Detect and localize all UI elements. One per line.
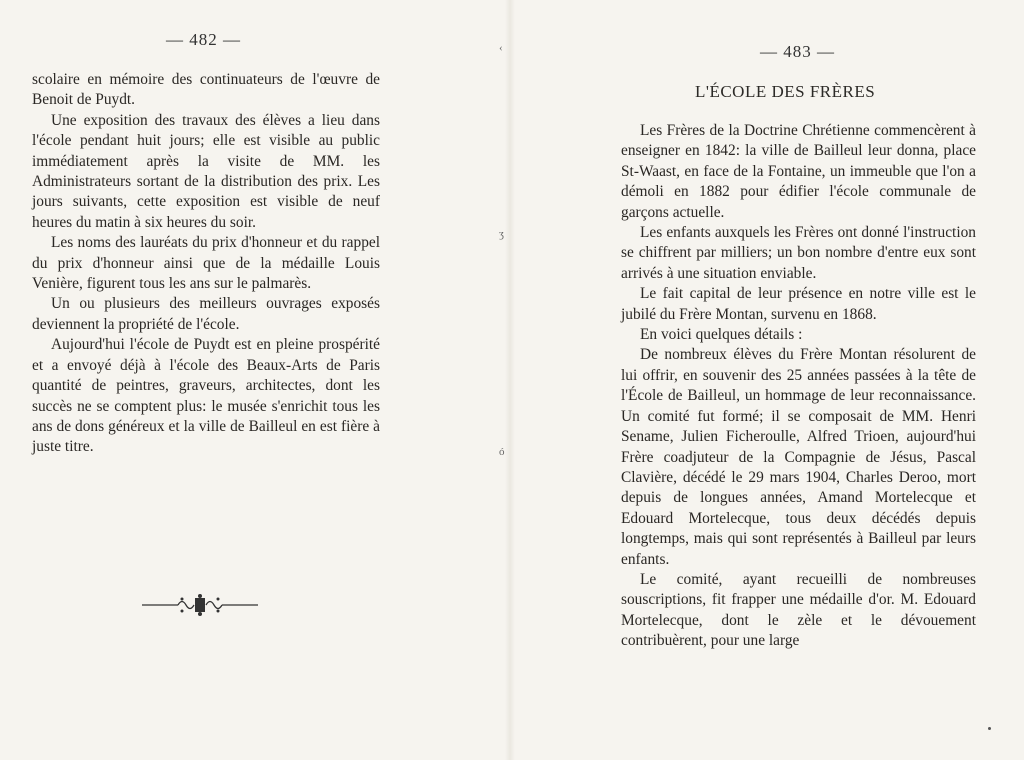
- gutter-mark: ‹: [499, 42, 503, 54]
- paragraph: Les Frères de la Doctrine Chrétienne commencèrent à enseigner en 1842: la ville de Bailleul leur donna, place St-Waast, en face de la Fontaine, un immeuble que l'on a démoli en 1882 pour édifier l'école communale de garçons actuelle.: [621, 122, 976, 221]
- right-page: [515, 0, 1024, 760]
- paragraph: Les noms des lauréats du prix d'honneur et du rappel du prix d'honneur ainsi que de la médaille Louis Venière, figurent tous les ans sur le palmarès.: [32, 234, 380, 293]
- paragraph: De nombreux élèves du Frère Montan résolurent de lui offrir, en souvenir des 25 années passées à la tête de l'École de Bailleul, un hommage de leur reconnaissance. Un comité fut formé; il se composait de MM. Henri Sename, Julien Ficheroulle, Alfred Trioen, aujourd'hui Frère coadjuteur de la Compagnie de Jésus, Pascal Clavière, décédé le 29 mars 1904, Charles Deroo, mort depuis de longues années, Amand Mortelecque et Edouard Mortelecque, tous deux décédés depuis longtemps, mais qui sont représentés à Bailleul par leurs enfants.: [621, 346, 976, 568]
- paragraph: Une exposition des travaux des élèves a lieu dans l'école pendant huit jours; elle est visible au public immédiatement après la visite de MM. les Administrateurs sortant de la distribution des prix. Les jours suivants, cette exposition est visible de neuf heures du matin à six heures du soir.: [32, 111, 380, 231]
- left-page-text: [32, 70, 380, 458]
- paragraph: Les enfants auxquels les Frères ont donné l'instruction se chiffrent par milliers; un bon nombre d'entre eux sont arrivés à une situation enviable.: [621, 224, 976, 282]
- left-page-number: — 482 —: [166, 30, 241, 49]
- chapter-heading: L'ÉCOLE DES FRÈRES: [695, 82, 876, 101]
- left-page: [0, 0, 505, 760]
- paragraph: En voici quelques détails :: [640, 326, 803, 344]
- paragraph: Un ou plusieurs des meilleurs ouvrages exposés deviennent la propriété de l'école.: [32, 295, 380, 333]
- paragraph: Aujourd'hui l'école de Puydt est en pleine prospérité et a envoyé déjà à l'école des Beaux-Arts de Paris quantité de peintres, graveurs, architectes, dont les succès ne se comptent plus: le musée s'enrichit tous les ans de dons généreux et la ville de Bailleul en est fière à juste titre.: [32, 336, 380, 456]
- right-page-text: [621, 121, 976, 652]
- gutter-mark: ó: [499, 446, 505, 458]
- book-gutter: [505, 0, 515, 760]
- paragraph: scolaire en mémoire des continuateurs de l'œuvre de Benoit de Puydt.: [32, 71, 380, 109]
- page-mark: [988, 727, 991, 730]
- gutter-mark: ʒ: [499, 228, 504, 240]
- paragraph: Le fait capital de leur présence en notre ville est le jubilé du Frère Montan, survenu en 1868.: [621, 285, 976, 323]
- right-page-number: — 483 —: [760, 42, 835, 61]
- decorative-ornament-icon: [142, 592, 258, 618]
- paragraph: Le comité, ayant recueilli de nombreuses souscriptions, fit frapper une médaille d'or. M. Edouard Mortelecque, dont le zèle et le dévouement contribuèrent, pour une large: [621, 570, 976, 650]
